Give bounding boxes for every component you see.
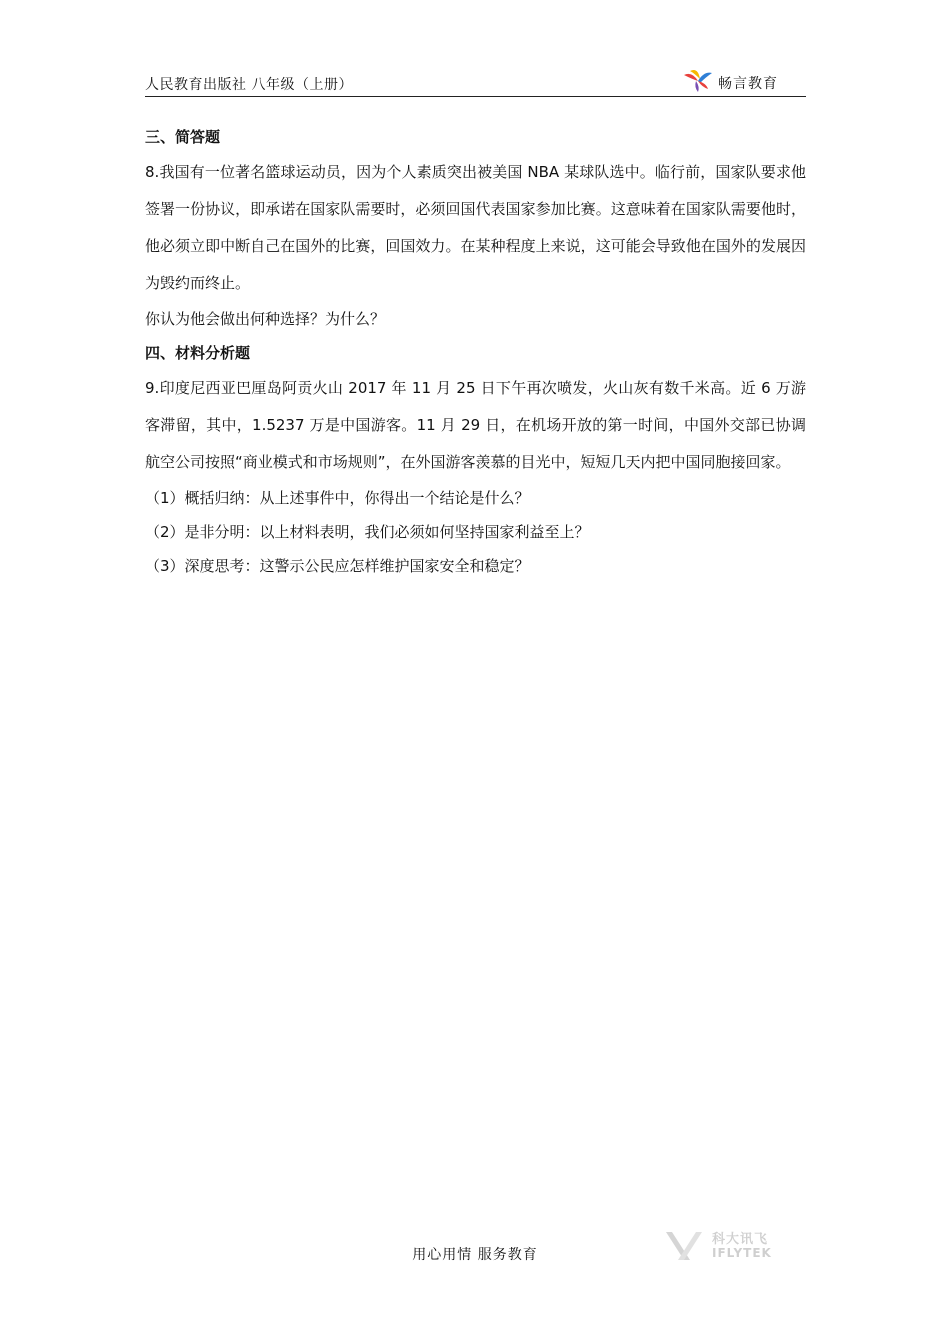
question-9-sub-2: （2）是非分明：以上材料表明，我们必须如何坚持国家利益至上？ — [145, 523, 590, 541]
publisher-label: 人民教育出版社 八年级（上册） — [145, 77, 353, 93]
iflytek-watermark — [662, 1228, 792, 1264]
question-9-sub-3: （3）深度思考：这警示公民应怎样维护国家安全和稳定？ — [145, 557, 530, 575]
question-9-sub-1: （1）概括归纳：从上述事件中，你得出一个结论是什么？ — [145, 489, 530, 507]
page-header — [145, 66, 806, 97]
section-title-material-analysis: 四、材料分析题 — [145, 344, 251, 362]
question-8-prompt: 你认为他会做出何种选择？为什么？ — [145, 310, 386, 328]
section-title-short-answer: 三、简答题 — [145, 128, 221, 146]
watermark-en: IFLYTEK — [712, 1246, 772, 1260]
question-8-text: 8.我国有一位著名篮球运动员，因为个人素质突出被美国 NBA 某球队选中。临行前，国家队要求他签署一份协议，即承诺在国家队需要时，必须回国代表国家参加比赛。这意味着在国家队需要他时，他必须立即中断自己在国外的比赛，回国效力。在某种程度上来说，这可能会导致他在国外的发展因为毁约而终止。 — [145, 163, 806, 292]
iflytek-x-icon — [662, 1228, 706, 1264]
footer-slogan: 用心用情 服务教育 — [412, 1247, 538, 1263]
bird-logo-icon — [682, 67, 714, 93]
brand-logo — [682, 67, 778, 93]
brand-name: 畅言教育 — [718, 76, 778, 92]
question-9-text: 9.印度尼西亚巴厘岛阿贡火山 2017 年 11 月 25 日下午再次喷发，火山灰有数千米高。近 6 万游客滞留，其中，1.5237 万是中国游客。11 月 29 日，在机场开放的第一时间，中国外交部已协调航空公司按照“商业模式和市场规则”，在外国游客羡慕的目光中，短短几天内把中国同胞接回家。 — [145, 379, 806, 471]
document-body — [145, 120, 806, 583]
watermark-cn: 科大讯飞 — [712, 1232, 769, 1247]
